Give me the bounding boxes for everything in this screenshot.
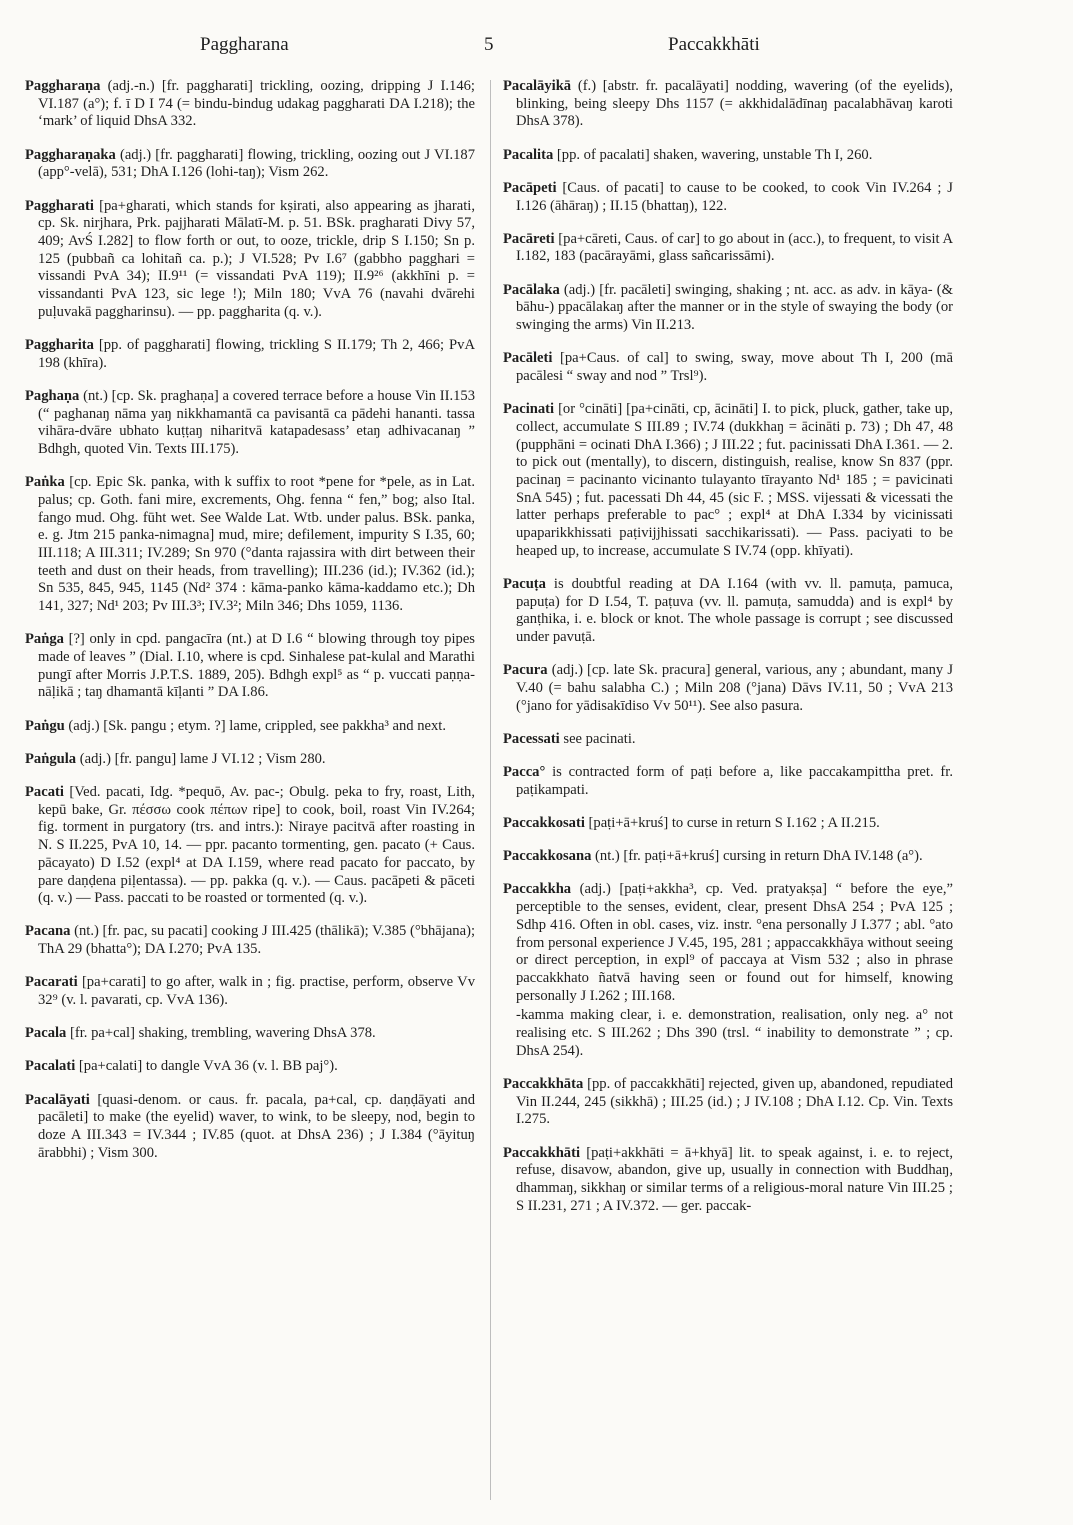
dictionary-entry: [503, 147, 953, 165]
entry-text: [quasi-denom. or caus. fr. pacala, pa+cal, cp. daṇḍāyati and pacāleti] to make (the eyelid) waver, to wink, to be sleepy, nod, begin to doze A III.343 = IV.344 ; IV.85 (quot. at DhsA 236) ; J I.384 (°āyituŋ ārabbhi) ; Vism 300.: [38, 1091, 475, 1161]
entry-text: [pa+calati] to dangle VvA 36 (v. l. BB paj°).: [75, 1058, 338, 1075]
entry-text: (adj.) [fr. paggharati] flowing, trickling, oozing out J VI.187 (app°-velā), 531; DhA I.126 (lohi-taŋ); Vism 262.: [38, 146, 475, 181]
dictionary-entry: [25, 1092, 475, 1163]
dictionary-entry: [503, 731, 953, 749]
dictionary-entry: [25, 388, 475, 459]
entry-text: [or °cināti] [pa+cināti, cp, ācināti] I. to pick, pluck, gather, take up, collect, accumulate S III.89 ; IV.74 (dukkhaŋ = ācināti p. 73) ; Dh 47, 48 (pupphāni = ocinati DhA I.366) ; J III.22 ; fut. pacinissati DhA I.361. — 2. to pick out (mentally), to discern, distinguish, realise, know Sn 837 (ppr. pacinaŋ = pacinanto vicinanto tulayanto tīrayanto Nd¹ 185 ; = pavicinati SnA 545) ; fut. pacessati Dh 44, 45 (sic F. ; MSS. vijessati & vicessati the latter perhaps preferable to pac° ; expl⁴ at DhA I.334 by vicinissati upaparikkhissati paṭivijjhissati sacchikarissati). — Pass. paciyati to be heaped up, to increase, accumulate S IV.74 (opp. khīyati).: [516, 401, 953, 559]
dictionary-entry: [25, 1058, 475, 1076]
headword: Pacessati: [503, 730, 560, 747]
headword: Paccakkosati: [503, 815, 585, 831]
headword: Pacana: [25, 923, 71, 940]
headword: Paggharaṇaka: [25, 146, 116, 163]
entry-text: [paṭi+akkhāti = ā+khyā] lit. to speak against, i. e. to reject, refuse, disavow, abandon, give up, usually in connection with Buddhaŋ, dhammaŋ, sikkhaŋ or similar terms of a religious-moral nature Vin III.25 ; S II.231, 271 ; A IV.372. — ger. paccak-: [516, 1144, 953, 1214]
dictionary-entry: [503, 764, 953, 799]
headword: Pacca°: [503, 764, 546, 781]
dictionary-entry: [503, 662, 953, 715]
entry-text: see pacinati.: [559, 730, 636, 747]
headword: Paccakkhāta: [503, 1075, 584, 1092]
dictionary-entry: [25, 631, 475, 702]
dictionary-entry: [503, 350, 953, 385]
headword: Pacura: [503, 662, 548, 679]
headword: Paggharaṇa: [25, 78, 101, 94]
right-column: [503, 78, 953, 1231]
entry-text: [pp. of paggharati] flowing, trickling S II.179; Th 2, 466; PvA 198 (khīra).: [38, 336, 475, 371]
dictionary-entry: [503, 1145, 953, 1216]
entry-text: is contracted form of paṭi before a, like paccakampittha pret. fr. paṭikampati.: [516, 764, 953, 798]
dictionary-entry: [503, 848, 953, 866]
entry-text: [paṭi+ā+kruś] to curse in return S I.162 ; A II.215.: [584, 815, 880, 831]
dictionary-entry: [503, 576, 953, 647]
entry-text: (nt.) [cp. Sk. praghaṇa] a covered terrace before a house Vin II.153 (“ paghanaŋ nāma yaŋ nikkhamantā ca pavisantā ca pādehi hananti. tassa vihāra-dvāre ubhato kuṭṭaŋ niharitvā katapadesass’ etaŋ adhivacanaŋ ” Bdhgh, quoted Vin. Texts III.175).: [38, 387, 475, 457]
entry-text: is doubtful reading at DA I.164 (with vv. ll. pamuṭa, pamuca, papuṭa) for D I.54, T. paṭuva (vv. ll. pamuṭa, samudda) and is expl⁴ by ganṭhika, i. e. block or knot. The whole passage is corrupt ; see discussed under pavuṭā.: [516, 575, 953, 646]
dictionary-entry: [25, 147, 475, 182]
entry-text: [Caus. of pacati] to cause to be cooked, to cook Vin IV.264 ; J I.126 (āhāraŋ) ; II.15 (bhattaŋ), 122.: [516, 179, 953, 214]
headword: Pacalāyikā: [503, 78, 572, 94]
entry-text: [pa+cāreti, Caus. of car] to go about in (acc.), to frequent, to visit A I.182, 183 (pacārayāmi, glass sañcarissāmi).: [516, 230, 953, 265]
entry-text: (adj.) [Sk. pangu ; etym. ?] lame, crippled, see pakkha³ and next.: [64, 717, 447, 734]
dictionary-entry: [25, 718, 475, 736]
dictionary-entry: [503, 1076, 953, 1129]
entry-text: [fr. pa+cal] shaking, trembling, wavering DhsA 378.: [66, 1025, 376, 1042]
dictionary-entry: [25, 751, 475, 769]
entry-text: (nt.) [fr. pac, su pacati] cooking J III.425 (thālikā); V.385 (°bhājana); ThA 29 (bhatta°); DA I.270; PvA 135.: [38, 923, 475, 958]
headword: Pacālaka: [503, 281, 560, 298]
dictionary-entry: [503, 401, 953, 560]
entry-text: [pa+Caus. of cal] to swing, sway, move about Th I, 200 (mā pacālesi “ sway and nod ” Trsl⁹).: [516, 350, 953, 384]
entry-text: [Ved. pacati, Idg. *pequō, Av. pac-; Obulg. peka to fry, roast, Lith, kepū bake, Gr. πέσσω cook πέπων ripe] to cook, boil, roast Vin IV.264; fig. torment in purgatory (trs. and intrs.): Niraye pacitvā after roasting in N. S II.225, PvA 10, 14. — ppr. pacanto tormenting, gen. pacato (+ Caus. pācayato) D I.52 (expl⁴ at DA I.159, where read pacato for paccato, by pare daṇḍena piḷentassa). — pp. pakka (q. v.). — Caus. pacāpeti & pāceti (q. v.) — Pass. paccati to be roasted or tormented (q. v.).: [38, 784, 475, 907]
column-divider: [490, 80, 491, 1500]
headword: Paṅgula: [25, 750, 77, 767]
entry-text: (adj.) [fr. pangu] lame J VI.12 ; Vism 280.: [76, 750, 326, 767]
headword: Pacati: [25, 784, 64, 800]
dictionary-entry: [25, 784, 475, 908]
entry-text: (adj.) [cp. late Sk. pracura] general, various, any ; abundant, many J V.40 (= bahu salabha C.) ; Miln 208 (°jana) Dāvs IV.11, 50 ; VvA 213 (°jano for yādisakīdiso Vv 50¹¹). See also pasura.: [516, 662, 953, 714]
dictionary-entry: [25, 198, 475, 322]
headword: Paṅga: [25, 631, 64, 648]
entry-text: [pp. of paccakkhāti] rejected, given up, abandoned, repudiated Vin II.244, 245 (sikkhā) ; III.25 (id.) ; J IV.108 ; DhA I.12. Cp. Vin. Texts I.275.: [516, 1075, 953, 1128]
dictionary-entry: [503, 881, 953, 1060]
entry-text: (f.) [abstr. fr. pacalāyati] nodding, wavering (of the eyelids), blinking, being sleepy Dhs 1157 (= akkhidalādīnaŋ pacalabhāvaŋ karoti DhsA 378).: [516, 78, 953, 130]
headword: Paggharati: [25, 197, 94, 214]
headword: Pacarati: [25, 974, 78, 991]
entry-text: [cp. Epic Sk. panka, with k suffix to root *pene for *pele, as in Lat. palus; cp. Goth. fani mire, excrements, Ohg. fenna “ fen,” bog; also Ital. fango mud. Ohg. fūht wet. See Walde Lat. Wtb. under palus. BSk. panka, e. g. Jtm 215 panka-nimagna] mud, mire; defilement, impurity S I.35, 60; III.118; A III.311; IV.289; Sn 970 (°danta rajassira with dirt between their teeth and dust on their heads, from travelling); III.236 (id.); IV.362 (id.); Sn 535, 845, 945, 1145 (Nd² 374 : kāma-panko kāma-kaddamo etc.); Dh 141, 327; Nd¹ 203; Pv III.3³; IV.3²; Miln 346; Dhs 1059, 1136.: [38, 474, 475, 615]
headword: Paṅka: [25, 474, 65, 491]
headword: Pacāpeti: [503, 179, 557, 196]
dictionary-entry: [503, 78, 953, 131]
running-head: [0, 34, 1073, 60]
entry-text: [pa+gharati, which stands for kṣirati, also appearing as jharati, cp. Sk. nirjhara, Prk. pajjharati Mālatī-M. p. 51. BSk. pragharati Divy 57, 409; AvŚ I.282] to flow forth or out, to ooze, trickle, drip S I.150; Sn p. 125 (pubbañ ca lohitañ ca. p.); J VI.528; Pv I.6⁷ (gabbho pagghari = vissandi PvA 34); II.9¹¹ (= vissandati PvA 119); II.9²⁶ (akkhīni p. = vissandanti PvA 123, sic lege !); Miln 180; VvA 76 (navahi dvārehi puḷuvakā paggharinsu). — pp. paggharita (q. v.).: [38, 197, 475, 320]
entry-text: [pp. of pacalati] shaken, wavering, unstable Th I, 260.: [553, 146, 873, 163]
headword: Pacāreti: [503, 230, 555, 247]
dictionary-entry: [503, 231, 953, 266]
header-left-word: Paggharana: [200, 34, 289, 55]
dictionary-entry: [25, 1025, 475, 1043]
dictionary-entry: [25, 923, 475, 958]
dictionary-entry: [25, 474, 475, 616]
headword: Paccakkosana: [503, 848, 592, 865]
entry-text: [?] only in cpd. pangacīra (nt.) at D I.6 “ blowing through toy pipes made of leaves ” (Dial. I.10, where is cpd. Sinhalese pat-kulal and Marathi pungī after Morris J.P.T.S. 1889, 205). Bdhgh expl⁵ as “ p. vuccati paṇṇa-nāḷikā ; taŋ dhamantā kīḷanti ” DA I.86.: [38, 631, 475, 701]
entry-text: [pa+carati] to go after, walk in ; fig. practise, perform, observe Vv 32⁹ (v. l. pavarati, cp. VvA 136).: [38, 974, 475, 1009]
left-column: [25, 78, 475, 1178]
headword: Pacalāyati: [25, 1091, 90, 1108]
headword: Paṅgu: [25, 717, 65, 734]
headword: Pacalita: [503, 146, 554, 163]
dictionary-entry: [503, 180, 953, 215]
dictionary-entry: [25, 78, 475, 131]
entry-text: (adj.) [paṭi+akkha³, cp. Ved. pratyakṣa] “ before the eye,” perceptible to the senses, evident, clear, present DhsA 254 ; PvA 125 ; Sdhp 416. Often in obl. cases, viz. instr. °ena personally J I.377 ; abl. °ato from personal experience J V.45, 195, 281 ; appaccakkhāya without seeing or direct perception, in expl⁹ of paccaya at Vism 532 ; also in phrase paccakkhato ñatvā having seen or found out for himself, knowing personally J I.262 ; III.168.: [516, 881, 953, 1004]
entry-text: (adj.) [fr. pacāleti] swinging, shaking ; nt. acc. as adv. in kāya- (& bāhu-) ppacālakaŋ after the manner or in the style of swaying the body (or swinging the arms) Vin II.213.: [516, 281, 953, 334]
dictionary-entry: [25, 974, 475, 1009]
dictionary-entry: [503, 282, 953, 335]
headword: Pacalati: [25, 1058, 76, 1075]
headword: Pacala: [25, 1025, 67, 1042]
headword: Paggharita: [25, 336, 94, 353]
headword: Paghaṇa: [25, 387, 80, 404]
entry-text: (nt.) [fr. paṭi+ā+kruś] cursing in return DhA IV.148 (a°).: [591, 848, 923, 865]
headword: Paccakkha: [503, 881, 572, 898]
entry-text: (adj.-n.) [fr. paggharati] trickling, oozing, dripping J I.146; VI.187 (a°); f. ī D I 74 (= bindu-bindug udakag paggharati DA I.218); the ‘mark’ of liquid DhsA 332.: [38, 78, 475, 130]
entry-subsection: -kamma making clear, i. e. demonstration, realisation, only neg. a° not realising etc. S III.262 ; Dhs 390 (trsl. “ inability to demonstrate ” ; cp. DhsA 254).: [516, 1007, 953, 1059]
dictionary-entry: [25, 337, 475, 372]
headword: Paccakkhāti: [503, 1144, 581, 1161]
headword: Pacinati: [503, 401, 555, 418]
headword: Pacāleti: [503, 350, 553, 367]
page-number: 5: [484, 34, 494, 55]
header-right-word: Paccakkhāti: [668, 34, 760, 55]
dictionary-entry: [503, 815, 953, 833]
headword: Pacuṭa: [503, 575, 546, 592]
